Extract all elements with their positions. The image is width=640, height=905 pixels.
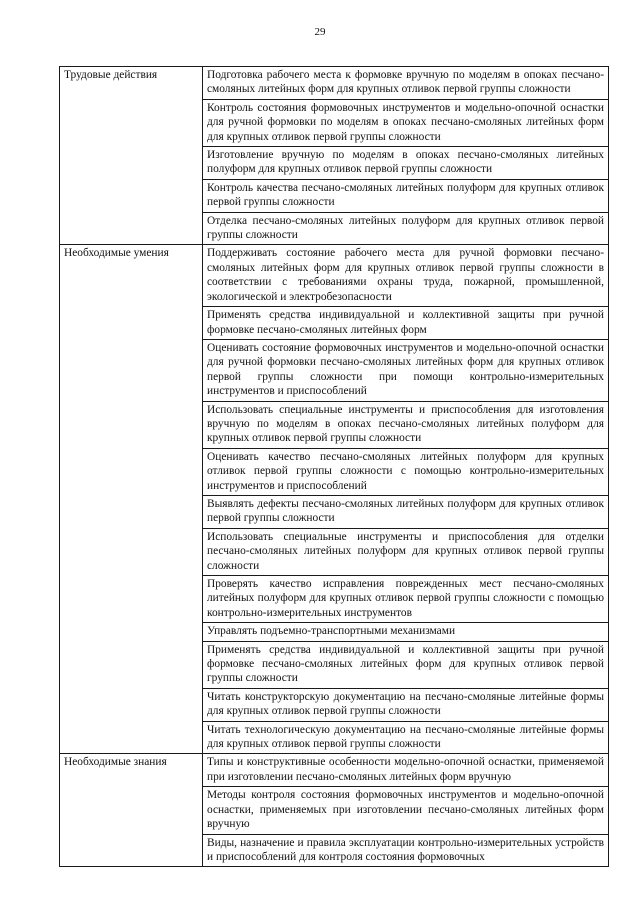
section-item: Управлять подъемно-транспортными механизмами — [203, 623, 609, 641]
section-item: Проверять качество исправления поврежденных мест песчано-смоляных литейных полуформ для крупных отливок первой группы сложности с помощью контрольно-измерительных инструментов — [203, 576, 609, 623]
section-item: Читать технологическую документацию на песчано-смоляные литейные формы для крупных отливок первой группы сложности — [203, 721, 609, 754]
table-row — [60, 245, 609, 307]
section-item: Типы и конструктивные особенности модельно-опочной оснастки, применяемой при изготовлении песчано-смоляных литейных форм вручную — [203, 754, 609, 787]
table-row — [60, 67, 609, 100]
section-title: Необходимые умения — [60, 245, 203, 754]
labor-function-table — [59, 66, 609, 867]
section-item: Использовать специальные инструменты и приспособления для изготовления вручную по моделям в опоках песчано-смоляных литейных полуформ для крупных отливок первой группы сложности — [203, 401, 609, 448]
table-body — [60, 67, 609, 867]
section-item: Методы контроля состояния формовочных инструментов и модельно-опочной оснастки, применяемых при изготовлении песчано-смоляных литейных форм вручную — [203, 787, 609, 834]
page-number: 29 — [314, 26, 326, 38]
section-item: Оценивать качество песчано-смоляных литейных полуформ для крупных отливок первой группы сложности с помощью контрольно-измерительных инструментов и приспособлений — [203, 448, 609, 495]
section-item: Изготовление вручную по моделям в опоках песчано-смоляных литейных полуформ для крупных отливок первой группы сложности — [203, 147, 609, 180]
section-title: Необходимые знания — [60, 754, 203, 867]
section-item: Поддерживать состояние рабочего места для ручной формовки песчано-смоляных литейных форм для крупных отливок первой группы сложности в соответствии с требованиями охраны труда, пожарной, промышленной, экологической и электробезопасности — [203, 245, 609, 307]
section-item: Контроль качества песчано-смоляных литейных полуформ для крупных отливок первой группы сложности — [203, 179, 609, 212]
page-bottom-margin — [0, 880, 640, 905]
section-item: Отделка песчано-смоляных литейных полуформ для крупных отливок первой группы сложности — [203, 212, 609, 245]
section-item: Использовать специальные инструменты и приспособления для отделки песчано-смоляных литейных полуформ для крупных отливок первой группы сложности — [203, 528, 609, 575]
section-item: Применять средства индивидуальной и коллективной защиты при ручной формовке песчано-смоляных литейных форм — [203, 307, 609, 340]
section-item: Применять средства индивидуальной и коллективной защиты при ручной формовке песчано-смоляных литейных форм для крупных отливок первой группы сложности — [203, 641, 609, 688]
section-item: Виды, назначение и правила эксплуатации контрольно-измерительных устройств и приспособлений для контроля состояния формовочных — [203, 834, 609, 867]
section-item: Выявлять дефекты песчано-смоляных литейных полуформ для крупных отливок первой группы сложности — [203, 495, 609, 528]
section-item: Подготовка рабочего места к формовке вручную по моделям в опоках песчано-смоляных литейных форм для крупных отливок первой группы сложности — [203, 67, 609, 100]
section-item: Оценивать состояние формовочных инструментов и модельно-опочной оснастки для ручной формовки песчано-смоляных литейных форм для крупных отливок первой группы сложности при помощи контрольно-измерительных инструментов и приспособлений — [203, 339, 609, 401]
table-row — [60, 754, 609, 787]
section-item: Читать конструкторскую документацию на песчано-смоляные литейные формы для крупных отливок первой группы сложности — [203, 688, 609, 721]
section-item: Контроль состояния формовочных инструментов и модельно-опочной оснастки для ручной формовки по моделям в опоках песчано-смоляных литейных форм для крупных отливок первой группы сложности — [203, 99, 609, 146]
section-title: Трудовые действия — [60, 67, 203, 245]
